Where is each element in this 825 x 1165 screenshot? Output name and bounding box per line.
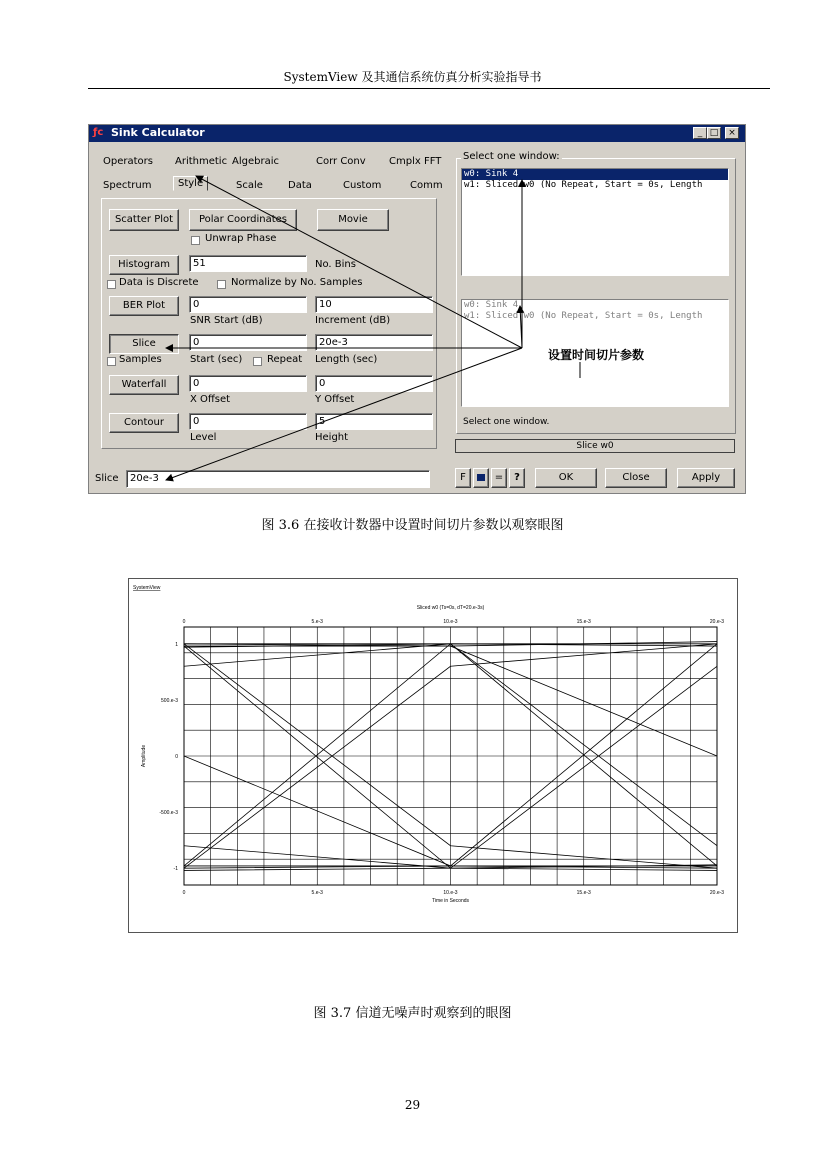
apply-button[interactable]: Apply (677, 468, 735, 488)
select-window-label: Select one window: (463, 151, 560, 162)
y-tick-label: -1 (173, 866, 178, 873)
x-tick-label-top: 5.e-3 (311, 619, 323, 625)
chart-title: Sliced w0 (Ts=0s, dT=20.e-3s) (416, 605, 485, 611)
y-tick-label: 500.e-3 (161, 697, 178, 704)
contour-button[interactable]: Contour (109, 413, 179, 433)
level-field[interactable]: 0 (189, 413, 307, 430)
tab-algebraic[interactable]: Algebraic (232, 156, 279, 167)
x-tick-label: 10.e-3 (443, 890, 458, 896)
samples-label: Samples (119, 354, 162, 365)
y-axis-label: Amplitude (141, 744, 147, 768)
snr-start-label: SNR Start (dB) (190, 315, 263, 326)
list-item[interactable]: w0: Sink 4 (462, 169, 728, 180)
height-field[interactable]: 5 (315, 413, 433, 430)
figure-caption-2: 图 3.7 信道无噪声时观察到的眼图 (313, 1006, 512, 1021)
result-display: Slice w0 (455, 439, 735, 453)
slice-button[interactable]: Slice (109, 334, 179, 354)
x-offset-label: X Offset (190, 394, 231, 405)
increment-field[interactable]: 10 (315, 296, 433, 313)
eye-diagram-chart (128, 578, 738, 933)
increment-label: Increment (dB) (315, 315, 391, 326)
level-label: Level (190, 432, 217, 443)
corner-label: SystemView (133, 585, 161, 591)
annotation-arrows (0, 0, 825, 520)
x-tick-label: 5.e-3 (311, 890, 323, 896)
bins-field[interactable]: 51 (189, 255, 307, 272)
bins-label: No. Bins (315, 259, 356, 270)
f-button[interactable]: F (455, 468, 471, 488)
x-offset-field[interactable]: 0 (189, 375, 307, 392)
x-tick-label-top: 15.e-3 (576, 619, 591, 625)
y-tick-label: 0 (175, 754, 178, 760)
scatter-plot-button[interactable]: Scatter Plot (109, 209, 179, 231)
start-sec-label: Start (sec) (190, 354, 243, 365)
slice-expression-field[interactable]: 20e-3 (126, 470, 430, 488)
figure-caption-1: 图 3.6 在接收计数器中设置时间切片参数以观察眼图 (261, 518, 564, 533)
x-tick-label: 15.e-3 (576, 890, 591, 896)
repeat-label: Repeat (267, 354, 303, 365)
x-axis-label: Time in Seconds (431, 898, 470, 904)
ber-plot-button[interactable]: BER Plot (109, 296, 179, 316)
arrow-to-slice-field (166, 348, 522, 480)
maximize-button[interactable]: □ (707, 127, 721, 139)
tab-data[interactable]: Data (288, 180, 312, 191)
y-offset-label: Y Offset (315, 394, 355, 405)
waterfall-button[interactable]: Waterfall (109, 375, 179, 395)
histogram-button[interactable]: Histogram (109, 255, 179, 275)
arrow-to-style-tab (196, 176, 522, 348)
height-label: Height (315, 432, 349, 443)
polar-coordinates-button[interactable]: Polar Coordinates (189, 209, 297, 231)
tab-operators[interactable]: Operators (103, 156, 153, 167)
tab-arithmetic[interactable]: Arithmetic (175, 156, 228, 167)
help-button[interactable]: ? (509, 468, 525, 488)
equals-button[interactable]: = (491, 468, 507, 488)
snr-start-field[interactable]: 0 (189, 296, 307, 313)
annotation-label: 设置时间切片参数 (548, 348, 645, 362)
tab-scale[interactable]: Scale (236, 180, 263, 191)
movie-button[interactable]: Movie (317, 209, 389, 231)
x-tick-label-top: 20.e-3 (709, 619, 725, 625)
y-offset-field[interactable]: 0 (315, 375, 433, 392)
tab-style[interactable]: Style (173, 176, 208, 191)
slice-expression-label: Slice (95, 473, 119, 484)
x-tick-label: 20.e-3 (709, 890, 725, 896)
ok-button[interactable]: OK (535, 468, 597, 488)
tab-custom[interactable]: Custom (343, 180, 382, 191)
page-number: 29 (404, 1098, 421, 1112)
close-button[interactable]: Close (605, 468, 667, 488)
data-discrete-label: Data is Discrete (119, 277, 199, 288)
list-item[interactable]: w1: Sliced w0 (No Repeat, Start = 0s, Length (464, 311, 703, 321)
chart-svg (129, 579, 737, 932)
y-tick-label: -500.e-3 (159, 810, 178, 817)
tab-corr-conv[interactable]: Corr Conv (316, 156, 366, 167)
x-tick-label: 0 (182, 890, 186, 896)
start-sec-field[interactable]: 0 (189, 334, 307, 351)
y-tick-label: 1 (175, 641, 178, 648)
x-tick-label-top: 0 (182, 619, 186, 625)
minimize-button[interactable]: _ (693, 127, 707, 139)
tab-spectrum[interactable]: Spectrum (103, 180, 152, 191)
length-sec-label: Length (sec) (315, 354, 378, 365)
x-tick-label-top: 10.e-3 (443, 619, 458, 625)
status-text: Select one window. (463, 417, 550, 427)
list-item[interactable]: w0: Sink 4 (464, 300, 519, 310)
unwrap-phase-label: Unwrap Phase (205, 233, 277, 244)
close-window-button[interactable]: × (725, 127, 739, 139)
normalize-label: Normalize by No. Samples (231, 277, 363, 288)
list-item[interactable]: w1: Sliced w0 (No Repeat, Start = 0s, Length (464, 180, 703, 190)
length-sec-field[interactable]: 20e-3 (315, 334, 433, 351)
window-title: Sink Calculator (111, 126, 205, 139)
tab-comm[interactable]: Comm (410, 180, 443, 191)
app-icon: ƒc (93, 127, 104, 138)
tab-cmplx-fft[interactable]: Cmplx FFT (389, 156, 442, 167)
running-header: SystemView 及其通信系统仿真分析实验指导书 (283, 70, 542, 84)
